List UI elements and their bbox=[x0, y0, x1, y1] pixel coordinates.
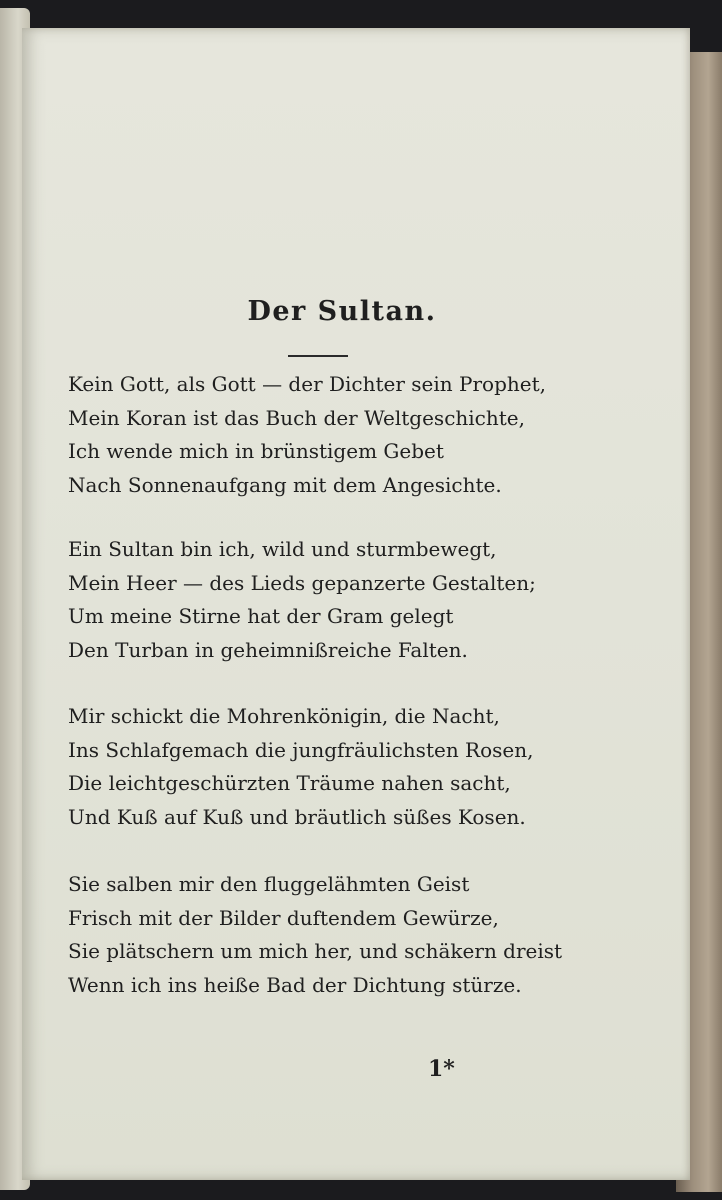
verse-line: Mir schickt die Mohrenkönigin, die Nacht, bbox=[68, 704, 500, 728]
verse-line: Kein Gott, als Gott — der Dichter sein Prophet, bbox=[68, 372, 546, 396]
page-text bbox=[22, 28, 690, 1180]
verse-line: Um meine Stirne hat der Gram gelegt bbox=[68, 604, 454, 628]
verse-line: Und Kuß auf Kuß und bräutlich süßes Kosen. bbox=[68, 804, 526, 829]
verse-line: Sie plätschern um mich her, und schäkern dreist bbox=[68, 939, 563, 963]
stanza-1 bbox=[68, 368, 546, 502]
verse-line: Nach Sonnenaufgang mit dem Angesichte. bbox=[68, 472, 502, 497]
verse-line: Den Turban in geheimnißreiche Falten. bbox=[68, 637, 468, 662]
book-page bbox=[22, 28, 690, 1180]
signature-mark: 1* bbox=[428, 1056, 455, 1082]
verse-line: Ins Schlafgemach die jungfräulichsten Rosen, bbox=[68, 737, 534, 762]
verse-line: Mein Heer — des Lieds gepanzerte Gestalten; bbox=[68, 570, 536, 595]
poem-title: Der Sultan. bbox=[247, 296, 437, 327]
verse-line: Ich wende mich in brünstigem Gebet bbox=[68, 439, 444, 463]
verse-line: Mein Koran ist das Buch der Weltgeschichte, bbox=[68, 405, 525, 430]
stanza-4 bbox=[68, 868, 562, 1002]
verse-line: Wenn ich ins heiße Bad der Dichtung stürze. bbox=[68, 972, 522, 997]
verse-line: Sie salben mir den fluggelähmten Geist bbox=[68, 872, 470, 896]
verse-line: Die leichtgeschürzten Träume nahen sacht, bbox=[68, 771, 511, 795]
stanza-3 bbox=[68, 700, 534, 834]
verse-line: Frisch mit der Bilder duftendem Gewürze, bbox=[68, 905, 499, 930]
stanza-2 bbox=[68, 533, 536, 667]
title-rule bbox=[288, 355, 348, 357]
verse-line: Ein Sultan bin ich, wild und sturmbewegt, bbox=[68, 537, 497, 561]
